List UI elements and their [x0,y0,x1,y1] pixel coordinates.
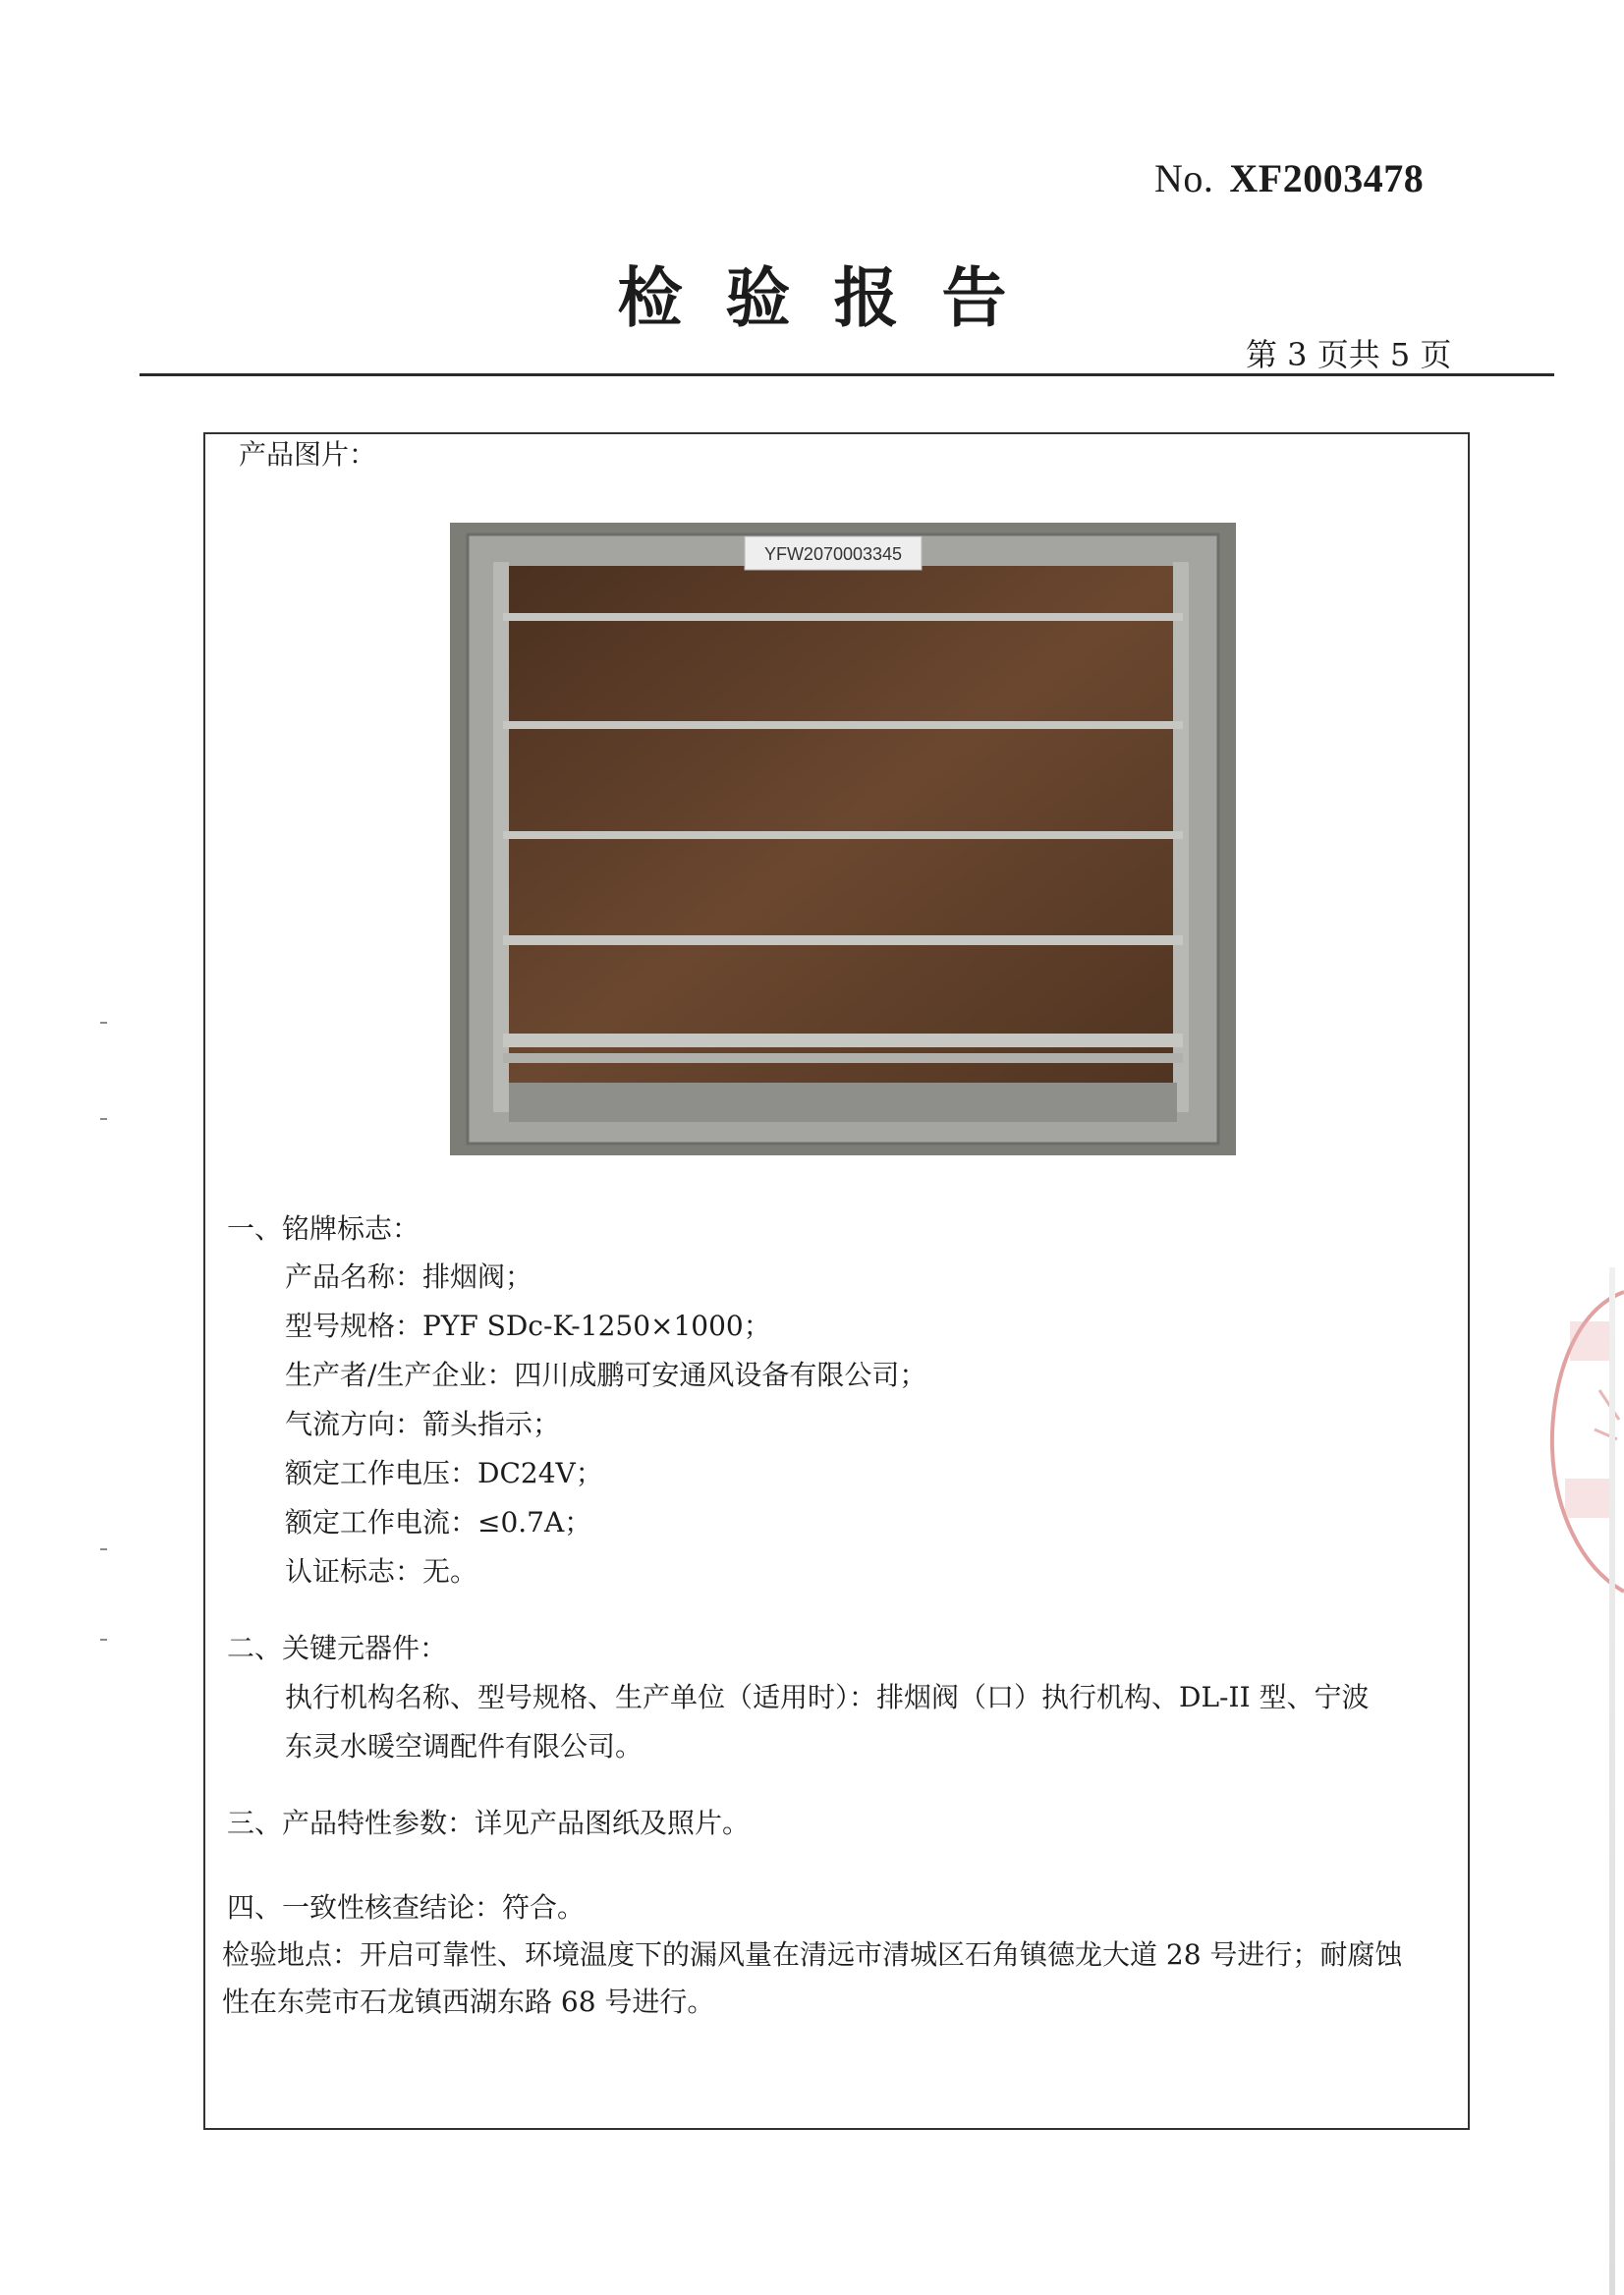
components-line: 执行机构名称、型号规格、生产单位（适用时）：排烟阀（口）执行机构、DL-II 型、宁波 [285,1681,1370,1713]
nameplate-item: 型号规格：PYF SDc-K-1250×1000； [285,1310,771,1342]
scan-edge-shadow [1609,1267,1615,2295]
scan-mark [100,1639,107,1641]
report-number [1154,155,1424,201]
nameplate-heading: 一、铭牌标志： [227,1212,420,1245]
product-photo-label: 产品图片： [239,438,377,471]
nameplate-item: 认证标志：无。 [285,1555,478,1588]
inspection-location-line: 性在东莞市石龙镇西湖东路 68 号进行。 [222,1986,715,2018]
scan-mark [100,1022,107,1024]
nameplate-item: 生产者/生产企业：四川成鹏可安通风设备有限公司； [285,1359,927,1391]
nameplate-item: 额定工作电压：DC24V； [285,1457,603,1489]
inspection-location-line: 检验地点：开启可靠性、环境温度下的漏风量在清远市清城区石角镇德龙大道 28 号进行；耐腐蚀 [222,1938,1403,1971]
scan-mark [100,1118,107,1120]
scan-mark [100,1548,107,1550]
header-divider [140,373,1554,376]
components-line: 东灵水暖空调配件有限公司。 [285,1730,644,1763]
report-number-label: No. [1154,156,1214,200]
nameplate-item: 气流方向：箭头指示； [285,1408,561,1440]
components-heading: 二、关键元器件： [227,1632,448,1664]
photo-sticker-text: YFW2070003345 [763,544,903,564]
characteristics-text: 三、产品特性参数：详见产品图纸及照片。 [227,1807,751,1839]
nameplate-item: 产品名称：排烟阀； [285,1260,533,1293]
nameplate-item: 额定工作电流：≤0.7A； [285,1506,592,1539]
conclusion-heading: 四、一致性核查结论：符合。 [227,1891,586,1924]
report-number-value: XF2003478 [1229,156,1425,200]
document-title: 检验报告 [617,259,1050,336]
product-photo [450,523,1236,1155]
page-indicator: 第 3 页共 5 页 [1246,336,1452,373]
